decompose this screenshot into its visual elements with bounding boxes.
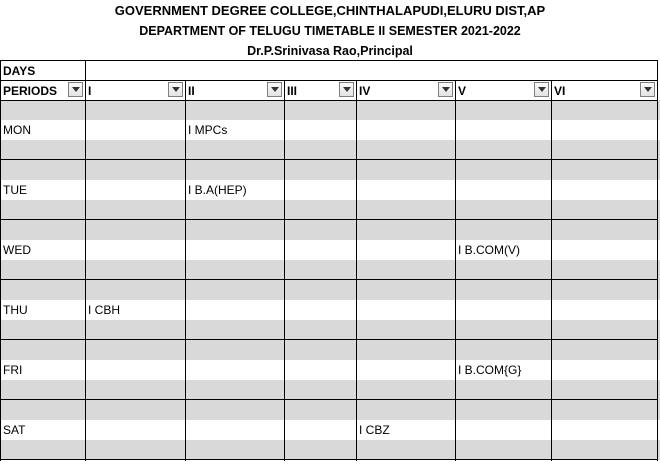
filter-dropdown-4[interactable] — [438, 82, 453, 97]
dropdown-arrow-icon — [343, 87, 351, 92]
grid-hline — [0, 159, 658, 160]
filter-dropdown-1[interactable] — [168, 82, 183, 97]
grid-hline — [0, 279, 658, 280]
filter-dropdown-6[interactable] — [640, 82, 655, 97]
grid-vline — [185, 80, 186, 461]
class-cell[interactable]: I CBH — [88, 303, 121, 317]
department-title: DEPARTMENT OF TELUGU TIMETABLE II SEMESTER 2021-2022 — [139, 24, 521, 38]
column-header-4: IV — [359, 84, 371, 98]
grid-vline — [0, 60, 1, 461]
grid-vline — [356, 80, 357, 461]
grid-vline — [284, 80, 285, 461]
dropdown-arrow-icon — [271, 87, 279, 92]
day-label-thu: THU — [3, 303, 28, 317]
row-band — [0, 320, 660, 340]
row-band — [0, 280, 660, 300]
class-cell[interactable]: I CBZ — [359, 423, 390, 437]
column-header-1: I — [88, 84, 92, 98]
filter-dropdown-periods[interactable] — [68, 82, 83, 97]
day-label-mon: MON — [3, 123, 31, 137]
principal-name: Dr.P.Srinivasa Rao,Principal — [247, 44, 413, 58]
dropdown-arrow-icon — [644, 87, 652, 92]
grid-hline — [0, 459, 658, 460]
filter-dropdown-2[interactable] — [267, 82, 282, 97]
column-header-6: VI — [554, 84, 566, 98]
grid-hline — [0, 399, 658, 400]
periods-label: PERIODS — [3, 84, 58, 98]
column-header-5: V — [458, 84, 467, 98]
row-band — [0, 140, 660, 160]
class-cell[interactable]: I MPCs — [188, 123, 228, 137]
class-cell[interactable]: I B.COM(V) — [458, 243, 520, 257]
column-header-3: III — [287, 84, 298, 98]
row-band — [0, 220, 660, 240]
dropdown-arrow-icon — [538, 87, 546, 92]
dropdown-arrow-icon — [172, 87, 180, 92]
grid-vline — [551, 80, 552, 461]
row-band — [0, 340, 660, 360]
row-band — [0, 380, 660, 400]
column-header-2: II — [188, 84, 195, 98]
grid-vline — [455, 80, 456, 461]
day-label-tue: TUE — [3, 183, 27, 197]
grid-vline — [85, 60, 86, 461]
days-label: DAYS — [3, 64, 36, 78]
row-band — [0, 440, 660, 460]
grid-hline — [0, 339, 658, 340]
grid-vline — [657, 60, 658, 461]
row-band — [0, 260, 660, 280]
day-label-sat: SAT — [3, 423, 26, 437]
grid-hline — [0, 219, 658, 220]
class-cell[interactable]: I B.COM{G} — [458, 363, 522, 377]
day-label-wed: WED — [3, 243, 31, 257]
row-band — [0, 160, 660, 180]
class-cell[interactable]: I B.A(HEP) — [188, 183, 247, 197]
filter-dropdown-5[interactable] — [534, 82, 549, 97]
day-label-fri: FRI — [3, 363, 23, 377]
dropdown-arrow-icon — [72, 87, 80, 92]
row-band — [0, 200, 660, 220]
filter-dropdown-3[interactable] — [339, 82, 354, 97]
college-title: GOVERNMENT DEGREE COLLEGE,CHINTHALAPUDI,ELURU DIST,AP — [114, 3, 546, 18]
dropdown-arrow-icon — [442, 87, 450, 92]
row-band — [0, 400, 660, 420]
row-band — [0, 100, 660, 120]
